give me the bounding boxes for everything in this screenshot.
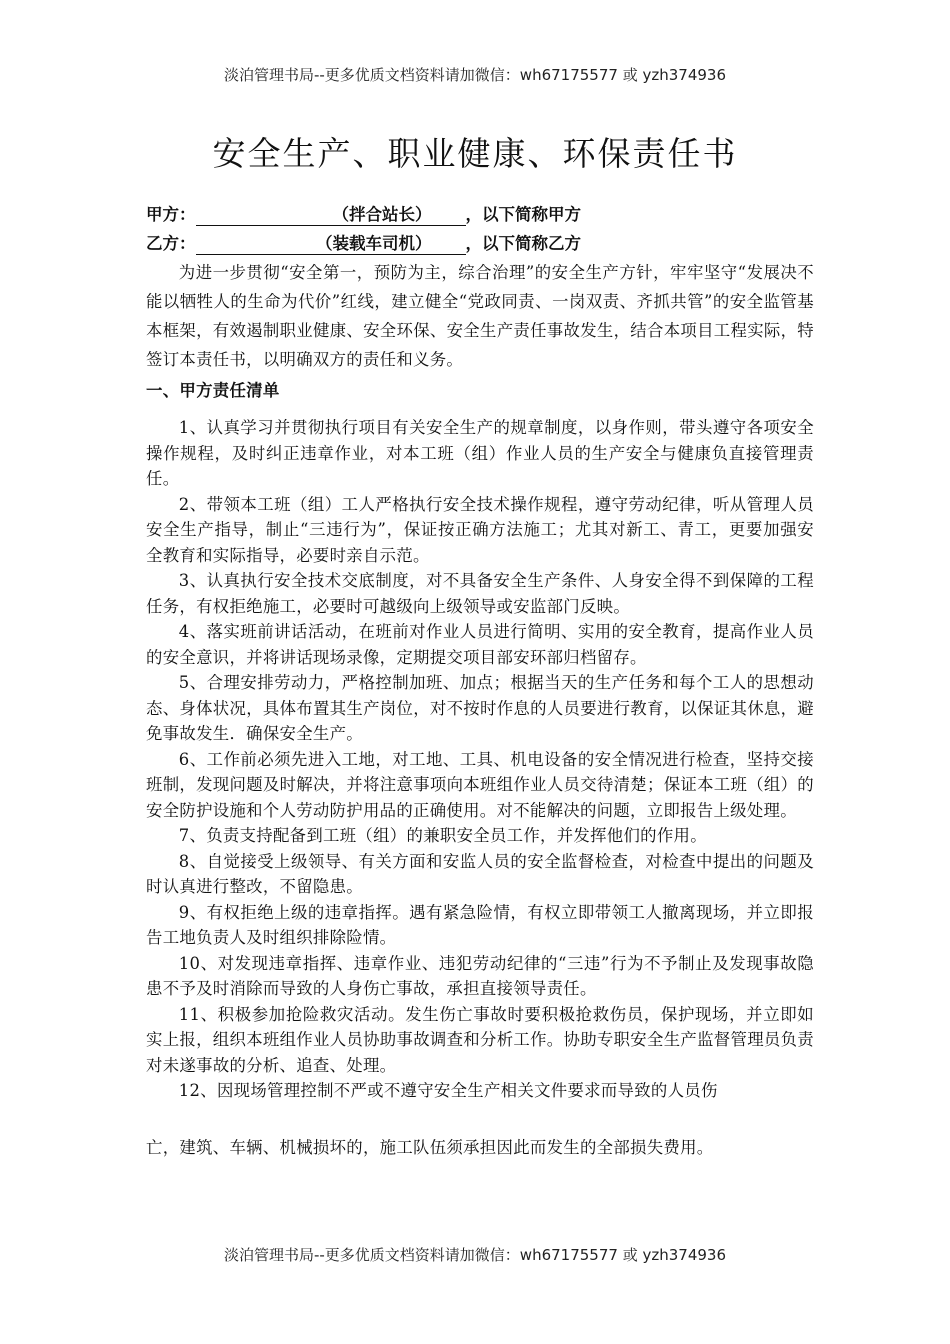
- responsibility-item-10: 10、对发现违章指挥、违章作业、违犯劳动纪律的“三违”行为不予制止及发现事故隐患不予及时消除而导致的人身伤亡事故，承担直接领导责任。: [146, 953, 814, 998]
- responsibility-item-12: 12、因现场管理控制不严或不遵守安全生产相关文件要求而导致的人员伤: [178, 1081, 718, 1100]
- responsibility-item-8: 8、自觉接受上级领导、有关方面和安监人员的安全监督检查，对检查中提出的问题及时认真进行整改，不留隐患。: [146, 851, 814, 896]
- responsibility-item-3: 3、认真执行安全技术交底制度，对不具备安全生产条件、人身安全得不到保障的工程任务，有权拒绝施工，必要时可越级向上级领导或安监部门反映。: [146, 571, 814, 616]
- document-title: 安全生产、职业健康、环保责任书: [212, 134, 738, 173]
- responsibility-item-6: 6、工作前必须先进入工地，对工地、工具、机电设备的安全情况进行检查，坚持交接班制，发现问题及时解决，并将注意事项向本班组作业人员交待清楚；保证本工班（组）的安全防护设施和个人劳动防护用品的正确使用。对不能解决的问题，立即报告上级处理。: [146, 749, 814, 820]
- intro-paragraph: 为进一步贯彻“安全第一，预防为主，综合治理”的安全生产方针，牢牢坚守“发展决不能以牺牲人的生命为代价”红线，建立健全“党政同责、一岗双责、齐抓共管”的安全监管基本框架，有效遏制职业健康、安全环保、安全生产责任事故发生，结合本项目工程实际，特签订本责任书，以明确双方的责任和义务。: [146, 263, 814, 369]
- party-a-name-field: （拌合站长）: [196, 201, 466, 226]
- responsibility-item-1: 1、认真学习并贯彻执行项目有关安全生产的规章制度，以身作则，带头遵守各项安全操作规程，及时纠正违章作业，对本工班（组）作业人员的生产安全与健康负直接管理责任。: [146, 418, 814, 488]
- responsibility-item-11: 11、积极参加抢险救灾活动。发生伤亡事故时要积极抢救伤员，保护现场，并立即如实上报，组织本班组作业人员协助事故调查和分析工作。协助专职安全生产监督管理员负责对未遂事故的分析、追查、处理。: [146, 1004, 814, 1075]
- party-b-name-field: （装载车司机）: [196, 230, 466, 255]
- document-body: [146, 258, 814, 1162]
- party-a-line: [146, 201, 581, 226]
- party-b-suffix: ，以下简称乙方: [465, 234, 581, 253]
- item-12-continuation: 亡，建筑、车辆、机械损坏的，施工队伍须承担因此而发生的全部损失费用。: [146, 1137, 714, 1157]
- section-heading: 一、甲方责任清单: [146, 381, 280, 400]
- responsibility-item-9: 9、有权拒绝上级的违章指挥。遇有紧急险情，有权立即带领工人撤离现场，并立即报告工地负责人及时组织排除险情。: [146, 902, 814, 947]
- responsibility-item-4: 4、落实班前讲话活动，在班前对作业人员进行简明、实用的安全教育，提高作业人员的安全意识，并将讲话现场录像，定期提交项目部安环部归档留存。: [146, 622, 814, 667]
- responsibility-item-5: 5、合理安排劳动力，严格控制加班、加点；根据当天的生产任务和每个工人的思想动态、身体状况，具体布置其生产岗位，对不按时作息的人员要进行教育，以保证其休息，避免事故发生．确保安全生产。: [146, 673, 814, 743]
- party-b-label: 乙方：: [146, 234, 196, 253]
- responsibility-item-2: 2、带领本工班（组）工人严格执行安全技术操作规程，遵守劳动纪律，听从管理人员安全生产指导，制止“三违行为”，保证按正确方法施工；尤其对新工、青工，更要加强安全教育和实际指导，必要时亲自示范。: [146, 494, 814, 565]
- page-footer: 淡泊管理书局--更多优质文档资料请加微信：wh67175577 或 yzh374936: [223, 1246, 726, 1264]
- party-b-line: [146, 230, 581, 255]
- party-a-suffix: ，以下简称甲方: [465, 205, 581, 224]
- party-a-label: 甲方：: [146, 205, 196, 224]
- page-header: 淡泊管理书局--更多优质文档资料请加微信：wh67175577 或 yzh374936: [223, 66, 726, 84]
- responsibility-item-7: 7、负责支持配备到工班（组）的兼职安全员工作，并发挥他们的作用。: [178, 826, 707, 845]
